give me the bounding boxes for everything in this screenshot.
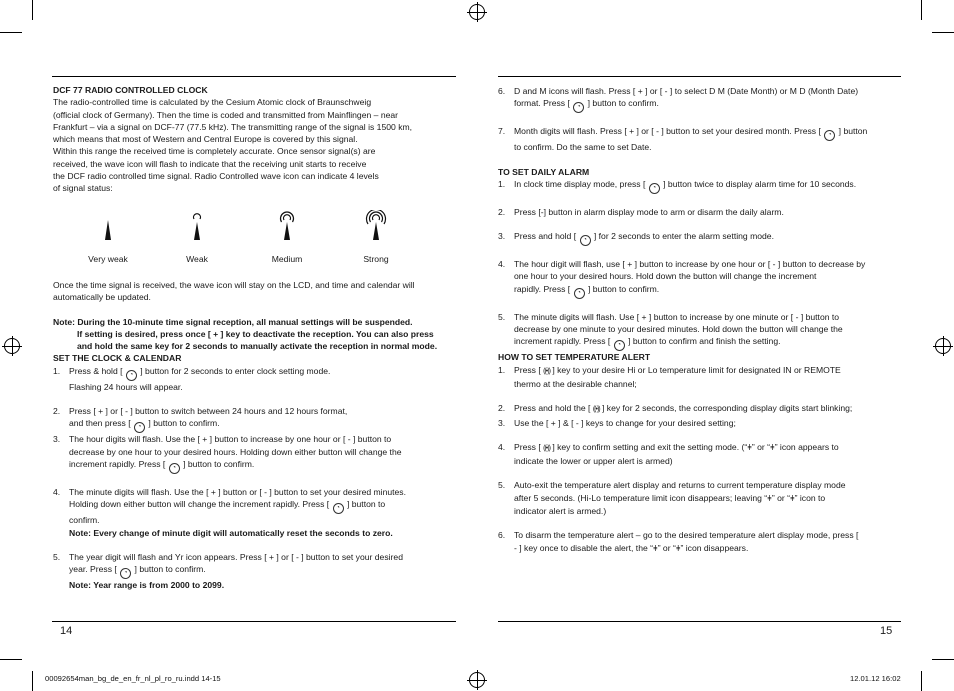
alarm-step-2: 2. Press [-] button in alarm display mode to arm or disarm the daily alarm. (498, 206, 784, 217)
lower-alert-icon: ǂ (747, 442, 752, 452)
temperature-heading: HOW TO SET TEMPERATURE ALERT (498, 352, 651, 363)
temp-step-5: 5. Auto-exit the temperature alert display and returns to current temperature display mode after 5 seconds. (Hi-Lo temperature limit icon disappears; leaving “ǂ” or “ǂ” icon to indicator alert is armed.) (498, 480, 846, 517)
lower-alert-icon: ǂ (767, 493, 772, 503)
page-number-left: 14 (60, 625, 73, 637)
clock-step-7: 7. Month digits will flash. Press [ + ] or [ - ] button to set your desired month. Press [ ◔ ] button to confirm. Do the same to set Date. (498, 126, 868, 153)
mode-button-icon: ◔ (614, 340, 625, 351)
left-bottom-rule (52, 621, 456, 622)
signal-weak: Weak (157, 210, 237, 249)
alarm-step-3: 3. Press and hold [ ◔ ] for 2 seconds to enter the alarm setting mode. (498, 230, 902, 246)
dcf-heading: DCF 77 RADIO CONTROLLED CLOCK (53, 85, 208, 95)
signal-weak-icon (157, 210, 237, 244)
alarm-step-1: 1. In clock time display mode, press [ ◔ ] button twice to display alarm time for 10 seconds. (498, 178, 902, 194)
mode-button-icon: ◔ (169, 463, 180, 474)
upper-alert-icon: ǂ (675, 543, 681, 553)
lower-alert-icon: ǂ (653, 543, 658, 553)
wave-key-icon: ((•)) (592, 406, 600, 414)
signal-very-weak: Very weak (68, 210, 148, 249)
mode-button-icon: ◔ (580, 235, 591, 246)
clock-step-1: 1. Press & hold [ ◔ ] button for 2 seconds to enter clock setting mode. Flashing 24 hours will appear. (53, 365, 331, 392)
mode-button-icon: ◔ (120, 568, 131, 579)
footer-date: 12.01.12 16:02 (850, 674, 901, 683)
mode-button-icon: ◔ (134, 422, 145, 433)
temp-step-3: 3. Use the [ + ] & [ - ] keys to change for your desired setting; (498, 417, 736, 428)
clock-step-3: 3. The hour digits will flash. Use the [ + ] button to increase by one hour or [ - ] button to decrease by one hour to your desired hours. Holding down either button will change the increment rapidly. Press [ ◔ ] button to confirm. (53, 433, 455, 474)
registration-mark-bottom (469, 672, 485, 688)
signal-levels (54, 210, 454, 270)
signal-medium: Medium (247, 210, 327, 249)
note-reception: Note: During the 10-minute time signal reception, all manual settings will be suspended. (53, 316, 413, 327)
wave-key-icon: ((•)) (543, 444, 550, 452)
temp-step-4: 4. Press [ ((•)) ] key to confirm setting and exit the setting mode. (“ǂ” or “ǂ” icon appears to indicate the lower or upper alert is armed) (498, 441, 839, 467)
upper-alert-icon: ǂ (789, 493, 795, 503)
right-bottom-rule (498, 621, 901, 622)
left-column-lower: Once the time signal is received, the wave icon will stay on the LCD, and time and calendar will automatically be updated. Note: During the 10-minute time signal reception, all manual settings will be suspended. If setting is desired, press once [ + ] key to deactivate the reception. You can also press and hold the same key for 2 seconds to manually activate the reception in normal mode. SET THE CLOCK & CALENDAR 1. Press & hold [ ◔ ] button for 2 seconds to enter clock setting mode. Flashing 24 hours will appear. 2. Press [ + ] or [ - ] button to switch between 24 hours and 12 hours format, and then press [ ◔ ] button to confirm. 3. The hour digits will flash. Use the [ + ] button to increase by one hour or [ - ] button to decrease by one hour to your desired hours. Holding down either button will change the increment rapidly. Press [ ◔ ] button to confirm. 4. The minute digits will flash. Use the [ + ] button or [ - ] button to set your desired minutes. Holding down either button will change the increment rapidly. Press [ ◔ ] button to confirm. Note: Every change of minute digit will automatically reset the seconds to zero. 5. The year digit will flash and Yr icon appears. Press [ + ] or [ - ] button to set your desired year. Press [ ◔ ] button to confirm. Note: Year range is from 2000 to 2099. (53, 279, 455, 591)
left-top-rule (52, 76, 456, 77)
clock-step-5: 5. The year digit will flash and Yr icon appears. Press [ + ] or [ - ] button to set your desired year. Press [ ◔ ] button to confirm. Note: Year range is from 2000 to 2099. (53, 551, 403, 591)
page-number-right: 15 (880, 625, 893, 637)
clock-step-6: 6. D and M icons will flash. Press [ + ] or [ - ] to select D M (Date Month) or M D (Month Date) format. Press [ ◔ ] button to confirm. (498, 85, 902, 113)
mode-button-icon: ◔ (126, 370, 137, 381)
temp-step-6: 6. To disarm the temperature alert – go to the desired temperature alert display mode, press [ - ] key once to disable the alert, the “ǂ” or “ǂ” icon disappears. (498, 529, 902, 555)
right-top-rule (498, 76, 901, 77)
signal-strong: Strong (336, 210, 416, 249)
upper-alert-icon: ǂ (770, 442, 775, 452)
left-column: DCF 77 RADIO CONTROLLED CLOCK The radio-controlled time is calculated by the Cesium Atomic clock of Braunschweig (official clock of Germany). Then the time is coded and transmitted from Mainflingen – near Frankfurt – via a signal on DCF-77 (77.5 kHz). The transmitting range of the signal is 1500 km, which means that most of Western and Central Europe is covered by this signal. Within this range the received time is completely accurate. Once sensor signal(s) are received, the wave icon will flash to indicate that the receiving unit starts to receive the DCF radio controlled time signal. Radio Controlled wave icon can indicate 4 levels of signal status: (53, 84, 455, 195)
temp-step-2: 2. Press and hold the [ ((•)) ] key for 2 seconds, the corresponding display digits start blinking; (498, 402, 902, 416)
registration-mark-left (4, 338, 20, 354)
clock-step-4: 4. The minute digits will flash. Use the [ + ] button or [ - ] button to set your desired minutes. Holding down either button will change the increment rapidly. Press [ ◔ ] button to confirm. Note: Every change of minute digit will automatically reset the seconds to zero. (53, 486, 406, 538)
mode-button-icon: ◔ (333, 503, 344, 514)
mode-button-icon: ◔ (573, 102, 584, 113)
registration-mark-top (469, 4, 485, 20)
right-column (498, 85, 902, 555)
wave-key-icon: ((•)) (543, 367, 550, 375)
signal-strong-icon (336, 210, 416, 244)
mode-button-icon: ◔ (574, 288, 585, 299)
alarm-heading: TO SET DAILY ALARM (498, 166, 590, 177)
mode-button-icon: ◔ (824, 130, 835, 141)
temp-step-1: 1. Press [ ((•)) ] key to your desire Hi or Lo temperature limit for designated IN or REMOTE thermo at the desirable channel; (498, 364, 841, 389)
alarm-step-4: 4. The hour digit will flash, use [ + ] button to increase by one hour or [ - ] button to decrease by one hour to your desired hours. Hold down the button will change the increment rapidly. Press [ ◔ ] button to confirm. (498, 258, 902, 299)
footer-filename: 00092654man_bg_de_en_fr_nl_pl_ro_ru.indd 14-15 (45, 674, 221, 683)
signal-medium-icon (247, 210, 327, 244)
clock-step-2: 2. Press [ + ] or [ - ] button to switch between 24 hours and 12 hours format, and then press [ ◔ ] button to confirm. (53, 405, 455, 433)
mode-button-icon: ◔ (649, 183, 660, 194)
alarm-step-5: 5. The minute digits will flash. Use [ + ] button to increase by one minute or [ - ] button to decrease by one minute to your desired minutes. Hold down the button will change the increment rapidly. Press [ ◔ ] button to confirm and finish the setting. (498, 311, 902, 352)
signal-very-weak-icon (68, 210, 148, 244)
clock-heading: SET THE CLOCK & CALENDAR (53, 353, 182, 364)
registration-mark-right (935, 338, 951, 354)
